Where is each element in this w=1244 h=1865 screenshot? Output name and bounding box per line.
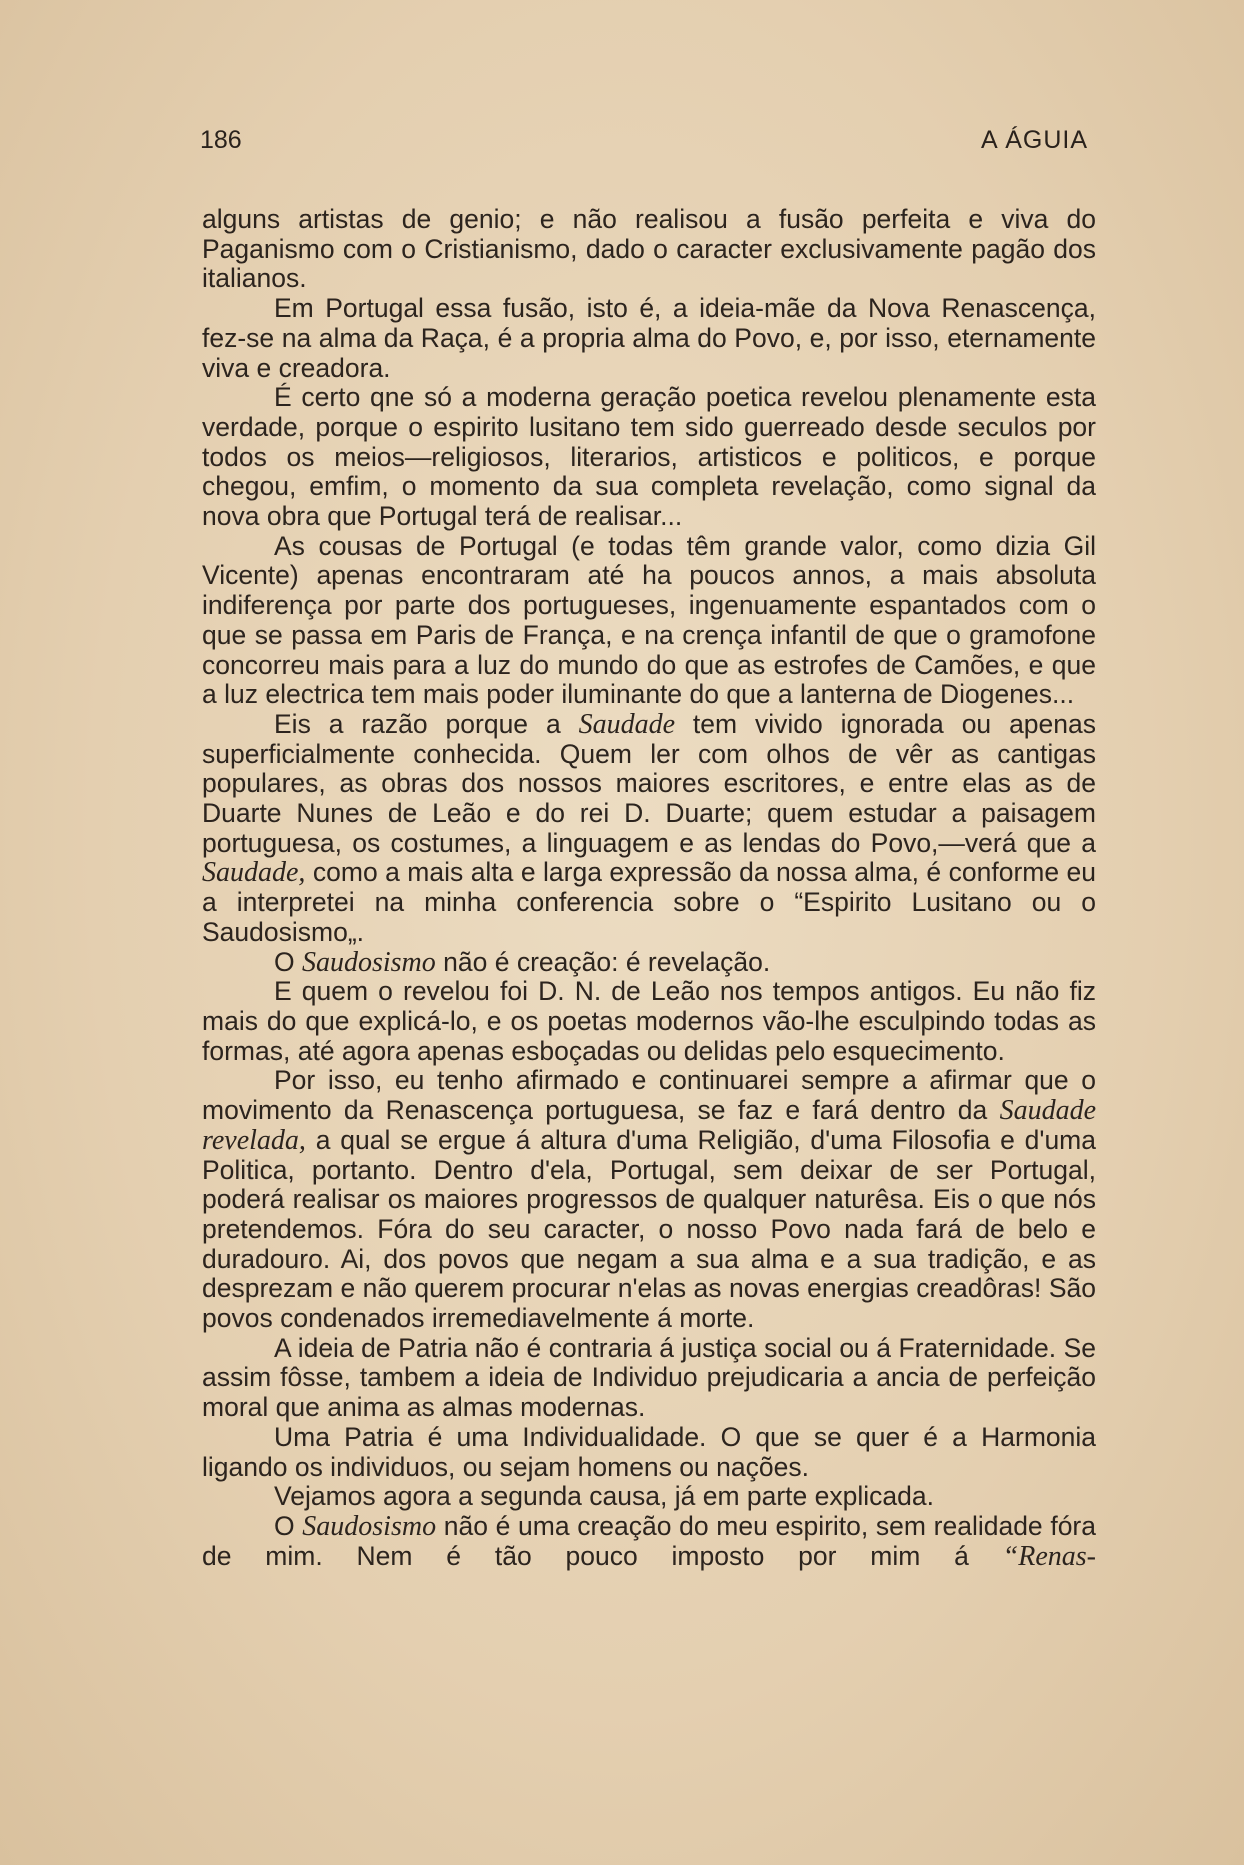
italic-term: Saudosismo — [302, 1510, 437, 1542]
paragraph-text: Vejamos agora a segunda causa, já em parte explicada. — [274, 1481, 934, 1512]
paragraph — [202, 532, 1096, 710]
paragraph-text: tem vivido ignorada ou apenas superficialmente conhecida. Quem ler com olhos de vêr as cantigas populares, as obras dos nossos maiores escritores, e entre elas as de Duarte Nunes de Leão e do rei D. Duarte; quem estudar a paisagem portuguesa, os costumes, a linguagem e as lendas do Povo,—verá que a — [202, 708, 1097, 858]
italic-term: Saudade, — [202, 857, 306, 889]
paragraph-text: O — [274, 1510, 303, 1541]
paragraph-text: É certo qne só a moderna geração poetica revelou plenamente esta verdade, porque o espirito lusitano tem sido guerreado desde seculos por todos os meios—religiosos, literarios, artisticos e politicos, e porque chegou, emfim, o momento da sua completa revelação, como signal da nova obra que Portugal terá de realisar... — [202, 382, 1096, 532]
paragraph — [202, 1334, 1096, 1423]
paragraph-text: não é uma creação do meu espirito, sem realidade fóra de mim. Nem é tão pouco imposto por mim á — [202, 1510, 1096, 1571]
paragraph-continued — [202, 205, 1096, 294]
paragraph-text: Uma Patria é uma Individualidade. O que se quer é a Harmonia ligando os individuos, ou sejam homens ou nações. — [202, 1421, 1096, 1482]
journal-title: A ÁGUIA — [980, 126, 1088, 154]
paragraph — [202, 1066, 1096, 1333]
paragraph-text: alguns artistas de genio; e não realisou a fusão perfeita e viva do Paganismo com o Cristianismo, dado o caracter exclusivamente pagão dos italianos. — [202, 204, 1096, 294]
italic-term: Saudosismo — [301, 946, 436, 978]
italic-term: Saudade — [578, 708, 676, 740]
italic-term: “Renas- — [1002, 1540, 1096, 1572]
paragraph-continues — [202, 1512, 1096, 1571]
paragraph — [202, 948, 1096, 978]
paragraph-text: E quem o revelou foi D. N. de Leão nos tempos antigos. Eu não fiz mais do que explicá-lo, e os poetas modernos vão-lhe esculpindo todas as formas, até agora apenas esboçadas ou delidas pelo esquecimento. — [202, 976, 1096, 1066]
paragraph-text: a qual se ergue á altura d'uma Religião, d'uma Filosofia e d'uma Politica, portanto. Dentro d'ela, Portugal, sem deixar de ser Portugal, poderá realisar os maiores progressos de qualquer naturêsa. Eis o que nós pretendemos. Fóra do seu caracter, o nosso Povo nada fará de belo e duradouro. Ai, dos povos que negam a sua alma e a sua tradição, e as desprezam e não querem procurar n'elas as novas energias creadôras! São povos condenados irremediavelmente á morte. — [202, 1124, 1096, 1334]
paragraph-text: como a mais alta e larga expressão da nossa alma, é conforme eu a interpretei na minha conferencia sobre o “Espirito Lusitano ou o Saudosismo„. — [202, 857, 1096, 947]
paragraph-text: As cousas de Portugal (e todas têm grande valor, como dizia Gil Vicente) apenas encontraram até ha poucos annos, a mais absoluta indiferença por parte dos portugueses, ingenuamente espantados com o que se passa em Paris de França, e na crença infantil de que o gramofone concorreu mais para a luz do mundo do que as estrofes de Camões, e que a luz electrica tem mais poder iluminante do que a lanterna de Diogenes... — [202, 530, 1096, 710]
page-number: 186 — [200, 126, 242, 154]
italic-term: Saudade revelada, — [202, 1095, 1096, 1156]
running-header — [200, 126, 1088, 160]
paragraph — [202, 1482, 1096, 1512]
paragraph-text: Em Portugal essa fusão, isto é, a ideia-mãe da Nova Renascença, fez-se na alma da Raça, é a propria alma do Povo, e, por isso, eternamente viva e creadora. — [202, 293, 1096, 383]
paragraph — [202, 383, 1096, 532]
paragraph — [202, 1423, 1096, 1482]
paragraph — [202, 710, 1096, 948]
article-body — [202, 205, 1096, 1571]
paragraph-text: O — [274, 946, 302, 977]
paragraph — [202, 294, 1096, 383]
paragraph-text: não é creação: é revelação. — [435, 946, 771, 977]
paragraph-text: Por isso, eu tenho afirmado e continuarei sempre a afirmar que o movimento da Renascença portuguesa, se faz e fará dentro da — [202, 1065, 1096, 1126]
paragraph — [202, 977, 1096, 1066]
paragraph-text: Eis a razão porque a — [274, 708, 579, 739]
paragraph-text: A ideia de Patria não é contraria á justiça social ou á Fraternidade. Se assim fôsse, tambem a ideia de Individuo prejudicaria a ancia de perfeição moral que anima as almas modernas. — [202, 1332, 1096, 1423]
